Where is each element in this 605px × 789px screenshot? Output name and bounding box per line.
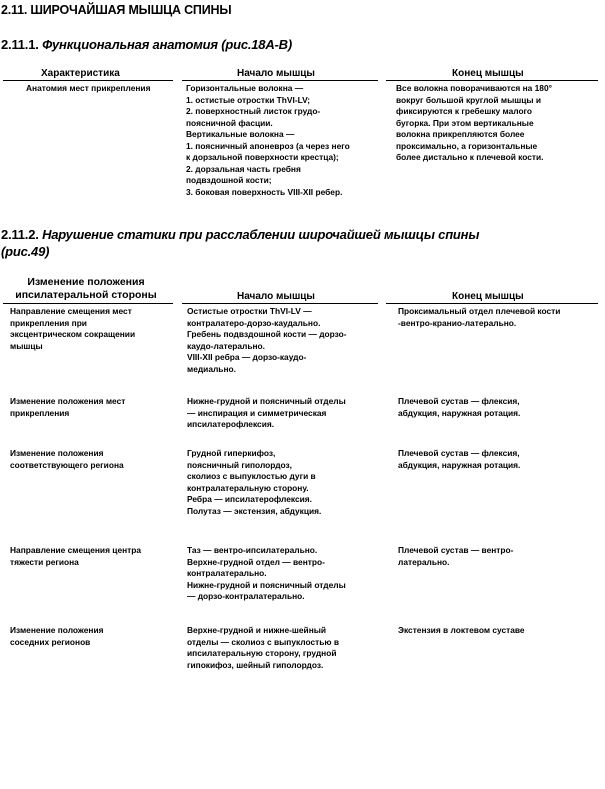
table-2-row-origin-line: Полутаз — экстензия, абдукция. bbox=[187, 505, 322, 516]
table-1-insertion-cell bbox=[396, 83, 552, 164]
table-2-row-insertion-line: абдукция, наружная ротация. bbox=[398, 459, 521, 470]
section-1-heading bbox=[1, 37, 292, 52]
table-2-row-origin-line: отделы — сколиоз с выпуклостью в bbox=[187, 636, 340, 647]
table-2-row-label-line: соответствующего региона bbox=[10, 459, 124, 470]
table-1-header bbox=[0, 68, 605, 82]
table-1-origin-line: Вертикальные волокна — bbox=[186, 129, 295, 139]
table-2-col-origin: Начало мышцы bbox=[237, 291, 315, 302]
table-2-row-origin-line: Остистые отростки ThVI-LV — bbox=[187, 306, 312, 316]
chapter-heading: 2.11. ШИРОЧАЙШАЯ МЫШЦА СПИНЫ bbox=[1, 3, 232, 17]
table-1-origin-line: 2. поверхностный листок грудо- bbox=[186, 106, 321, 116]
table-2-row-label-line: тяжести региона bbox=[10, 556, 79, 567]
table-1-insertion-line: Все волокна поворачиваются на 180° bbox=[396, 83, 552, 93]
table-1-origin-line: 3. боковая поверхность VIII-XII ребер. bbox=[186, 186, 343, 197]
table-1-insertion-line: бугорка. При этом вертикальные bbox=[396, 117, 534, 128]
table-2-row-label bbox=[10, 306, 135, 352]
table-2-row-origin-line: Верхне-грудной отдел — вентро- bbox=[187, 556, 325, 567]
section-2-heading bbox=[1, 226, 479, 260]
table-1-row-label: Анатомия мест прикрепления bbox=[26, 83, 151, 93]
table-2-row-label-line: прикрепления bbox=[10, 407, 70, 418]
table-1-origin-line: к дорзальной поверхности крестца); bbox=[186, 152, 339, 162]
table-2-row-origin-line: каудо-латерально. bbox=[187, 340, 265, 351]
table-2-row-origin-line: контралатеральную сторону. bbox=[187, 482, 309, 493]
section-1-title: Функциональная анатомия (рис.18А-В) bbox=[42, 37, 292, 52]
section-2-title: Нарушение статики при расслаблении широчайшей мышцы спины bbox=[42, 227, 480, 242]
table-2-row-insertion bbox=[398, 306, 560, 329]
table-2-row-insertion-line: Экстензия в локтевом суставе bbox=[398, 625, 525, 635]
table-2-row-origin-line: Грудной гиперкифоз, bbox=[187, 448, 276, 458]
table-2-row-label bbox=[10, 396, 125, 419]
table-2-row-label-line: мышцы bbox=[10, 340, 43, 351]
table-2-row-label-line: Направление смещения мест bbox=[10, 306, 132, 316]
table-2-row-origin-line: ипсилатеральную сторону, грудной bbox=[187, 648, 337, 658]
table-2-row-origin-line: поясничный гиполордоз, bbox=[187, 459, 293, 470]
table-2-row-origin-line: медиально. bbox=[187, 363, 236, 374]
table-2-row-origin-line: — дорзо-контралатерально. bbox=[187, 591, 305, 601]
table-2-row-insertion-line: Проксимальный отдел плечевой кости bbox=[398, 306, 561, 316]
table-2-row-origin-line: Ребра — ипсилатерофлексия. bbox=[187, 494, 312, 504]
table-1-insertion-line: волокна прикрепляются более bbox=[396, 129, 525, 139]
table-1-col-origin: Начало мышцы bbox=[237, 68, 315, 79]
table-2-row-insertion-line: абдукция, наружная ротация. bbox=[398, 407, 521, 418]
table-1-origin-line: поясничной фасции. bbox=[186, 117, 273, 128]
section-2-number: 2.11.2. bbox=[1, 227, 39, 242]
table-2-row-insertion bbox=[398, 545, 513, 568]
table-2-row-origin bbox=[187, 306, 347, 375]
table-2-row-origin-line: — инспирация и симметрическая bbox=[187, 407, 327, 418]
table-2-row-label-line: Изменение положения мест bbox=[10, 396, 126, 406]
table-2-row-origin bbox=[187, 545, 346, 603]
table-2-row-origin-line: ипсилатерофлексия. bbox=[187, 419, 275, 429]
table-2-row-insertion-line: -вентро-краниo-латерально. bbox=[398, 317, 517, 328]
table-1-origin-line: 1. остистые отростки ThVI-LV; bbox=[186, 94, 311, 105]
table-2-row-label-line: соседних регионов bbox=[10, 636, 91, 647]
table-2-row-origin-line: Верхне-грудной и нижне-шейный bbox=[187, 625, 327, 635]
table-1-insertion-line: проксимально, а горизонтальные bbox=[396, 140, 538, 151]
table-2-row-origin-line: VIII-XII ребра — дорзо-каудо- bbox=[187, 352, 307, 362]
table-2-row-label-line: Изменение положения bbox=[10, 448, 104, 458]
table-1-insertion-line: более дистально к плечевой кости. bbox=[396, 152, 544, 162]
table-2-row-origin-line: сколиоз с выпуклостью дуги в bbox=[187, 471, 316, 481]
table-2-row-origin-line: контралатеро-дорзо-каудально. bbox=[187, 317, 321, 328]
table-2-row-origin-line: Гребень подвздошной кости — дорзо- bbox=[187, 329, 347, 339]
table-2-col-insertion: Конец мышцы bbox=[452, 291, 524, 302]
table-2-row-insertion-line: латерально. bbox=[398, 556, 450, 567]
table-2-row-label bbox=[10, 448, 124, 471]
table-1-insertion-line: фиксируются к гребешку малого bbox=[396, 106, 533, 116]
table-2-col-position: Изменение положения ипсилатеральной стороны bbox=[15, 276, 157, 301]
table-2-row-label-line: Изменение положения bbox=[10, 625, 104, 635]
table-2-row-insertion-line: Плечевой сустав — вентро- bbox=[398, 545, 514, 555]
table-2-row-label-line: эксцентрическом сокращении bbox=[10, 329, 136, 339]
table-2-row-insertion bbox=[398, 396, 520, 419]
table-1-col-characteristic: Характеристика bbox=[41, 68, 120, 79]
table-1-origin-cell bbox=[186, 83, 350, 198]
table-1-origin-line: подвздошной кости; bbox=[186, 175, 272, 185]
table-2-row-insertion bbox=[398, 625, 525, 637]
table-2-row-insertion bbox=[398, 448, 520, 471]
section-2-title-figure: (рис.49) bbox=[1, 244, 50, 259]
table-1-origin-line: Горизонтальные волокна — bbox=[186, 83, 304, 93]
table-2-row-origin-line: Нижне-грудной и поясничный отделы bbox=[187, 579, 346, 590]
table-2-row-origin-line: Нижне-грудной и поясничный отделы bbox=[187, 396, 346, 406]
table-2-header bbox=[0, 291, 605, 305]
table-2-row-insertion-line: Плечевой сустав — флексия, bbox=[398, 396, 520, 406]
table-1-origin-line: 2. дорзальная часть гребня bbox=[186, 163, 301, 174]
table-2-row-origin-line: гипокифоз, шейный гиполордоз. bbox=[187, 659, 324, 670]
table-1-insertion-line: вокруг большой круглой мышцы и bbox=[396, 94, 541, 105]
section-1-number: 2.11.1. bbox=[1, 37, 39, 52]
table-1-origin-line: 1. поясничный апоневроз (а через него bbox=[186, 140, 350, 151]
table-2-row-label-line: прикрепления при bbox=[10, 317, 87, 328]
table-2-row-origin-line: Таз — вентро-ипсилатерально. bbox=[187, 545, 318, 555]
table-2-row-insertion-line: Плечевой сустав — флексия, bbox=[398, 448, 520, 458]
table-2-row-origin bbox=[187, 625, 339, 671]
table-2-row-origin bbox=[187, 396, 346, 431]
table-2-row-label-line: Направление смещения центра bbox=[10, 545, 142, 555]
table-1-col-insertion: Конец мышцы bbox=[452, 68, 524, 79]
table-2-row-label bbox=[10, 545, 141, 568]
table-2-row-origin-line: контралатерально. bbox=[187, 568, 267, 578]
table-2-row-origin bbox=[187, 448, 321, 517]
table-2-row-label bbox=[10, 625, 104, 648]
